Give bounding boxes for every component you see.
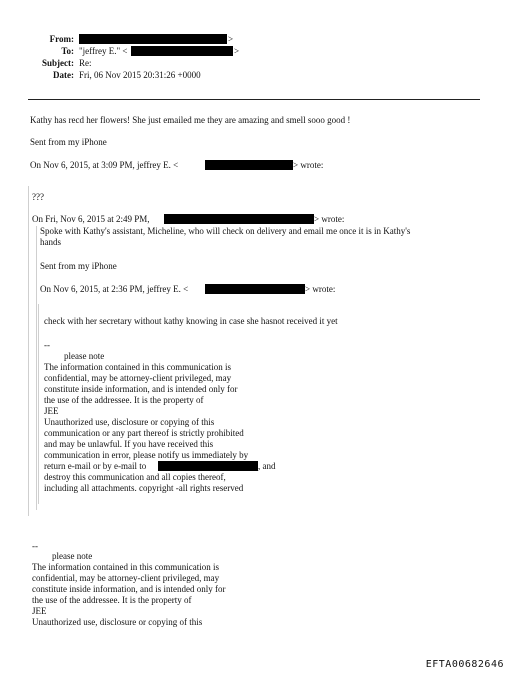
body-line1: Kathy has recd her flowers! She just emailed me they are amazing and smell sooo good ! [30,115,351,125]
notice1-line1: The information contained in this communication is [44,362,231,372]
notice1-line4: the use of the addressee. It is the property of [44,395,204,405]
quote-bar-3 [38,304,39,504]
document-id: EFTA00682646 [425,659,504,670]
notice1-line8: and may be unlawful. If you have received this [44,439,214,449]
date-label: Date: [53,70,74,80]
notice1-title: please note [64,351,105,361]
spoke-line-1: Spoke with Kathy's assistant, Micheline, who will check on delivery and email me once it is in Kathy's [40,226,411,236]
qqq-text: ??? [32,192,44,202]
on-line-1-wrote: > wrote: [293,160,324,170]
quote-bar-1 [28,186,29,516]
from-gt: > [228,34,234,44]
notice1-line12: including all attachments. copyright -all rights reserved [44,483,244,493]
to-gt: > [234,46,240,56]
on-line-3: On Nov 6, 2015, at 2:36 PM, jeffrey E. < [40,284,189,294]
header-rule [28,99,480,100]
redacted-from [79,34,227,44]
redacted-email-4 [158,461,258,471]
subject-label: Subject: [42,58,74,68]
on-line-1: On Nov 6, 2015, at 3:09 PM, jeffrey E. < [30,160,179,170]
notice2-line4: the use of the addressee. It is the property of [32,595,192,605]
to-value: "jeffrey E." < [79,46,128,56]
notice1-line6: Unauthorized use, disclosure or copying of this [44,417,215,427]
notice2-line5: JEE [32,606,47,616]
sent-from-1: Sent from my iPhone [30,137,107,147]
notice1-line9: communication in error, please notify us immediately by [44,450,249,460]
notice2-line2: confidential, may be attorney-client privileged, may [32,573,220,583]
sent-from-2: Sent from my iPhone [40,261,117,271]
dashes-2: -- [32,541,38,551]
redacted-to [131,46,233,56]
notice1-line5: JEE [44,406,59,416]
notice1-line10-end: , and [258,461,276,471]
notice2-line1: The information contained in this communication is [32,562,219,572]
date-value: Fri, 06 Nov 2015 20:31:26 +0000 [79,70,201,80]
subject-value: Re: [79,58,92,68]
dashes-1: -- [44,340,50,350]
redacted-email-3 [205,284,305,294]
notice2-title: please note [52,551,93,561]
to-label: To: [61,46,74,56]
notice1-line10: return e-mail or by e-mail to [44,461,147,471]
notice2-line3: constitute inside information, and is intended only for [32,584,226,594]
notice1-line7: communication or any part thereof is strictly prohibited [44,428,244,438]
spoke-line-2: hands [40,237,61,247]
notice1-line3: constitute inside information, and is intended only for [44,384,238,394]
notice2-line6: Unauthorized use, disclosure or copying of this [32,617,203,627]
redacted-email-2 [164,214,314,224]
on-line-2: On Fri, Nov 6, 2015 at 2:49 PM, [32,214,150,224]
from-label: From: [49,34,74,44]
check-line: check with her secretary without kathy knowing in case she hasnot received it yet [44,316,338,326]
redacted-email-1 [205,160,293,170]
on-line-2-wrote: > wrote: [314,214,345,224]
quote-bar-2 [36,226,37,510]
notice1-line2: confidential, may be attorney-client privileged, may [44,373,232,383]
notice1-line11: destroy this communication and all copies thereof, [44,472,226,482]
on-line-3-wrote: > wrote: [305,284,336,294]
